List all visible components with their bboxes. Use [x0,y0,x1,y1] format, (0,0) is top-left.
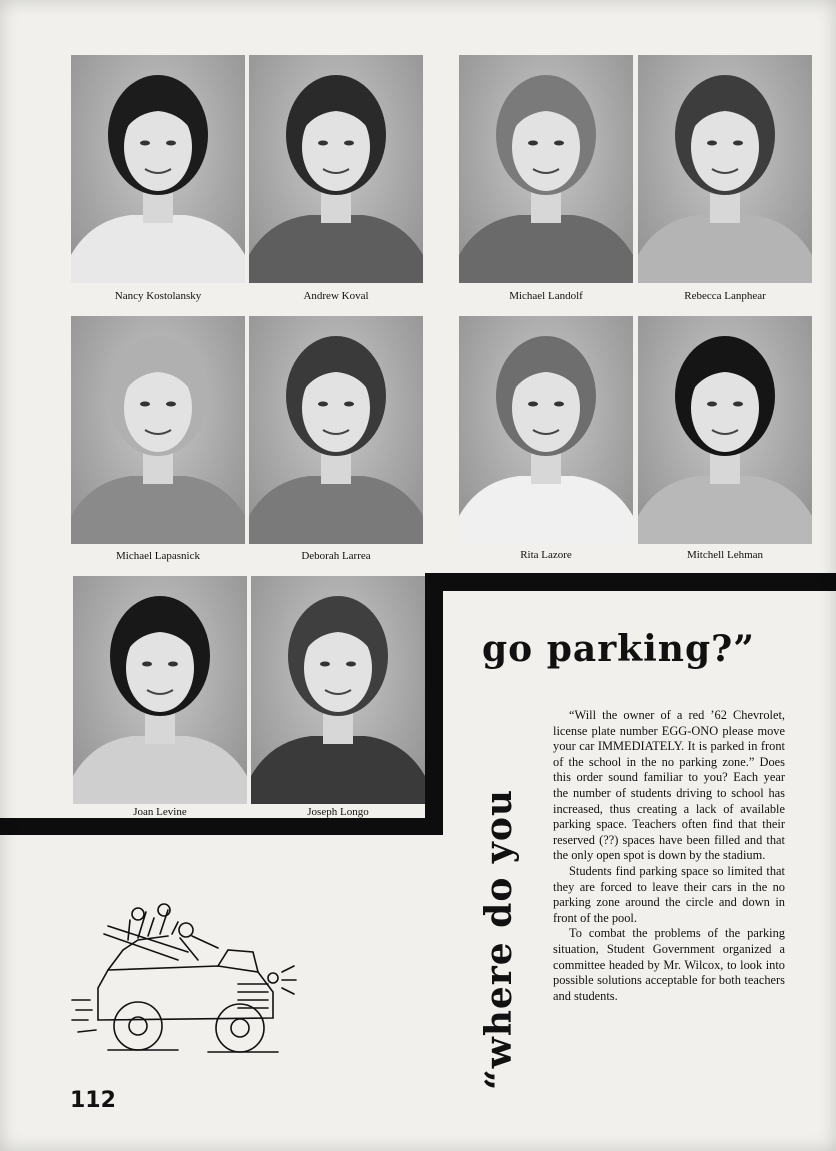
portrait-eye [733,402,743,407]
portrait-clothing [249,476,423,544]
portrait-eye [166,141,176,146]
portrait-silhouette [73,576,247,804]
portrait-photo [459,316,633,544]
article-title-vertical: “where do you [478,789,520,1090]
portrait-silhouette [71,55,245,283]
article-title-horizontal: go parking?” [482,628,755,670]
portrait-eye [528,402,538,407]
portrait-clothing [73,736,247,804]
portrait-eye [554,402,564,407]
portrait-clothing [71,476,245,544]
portrait-eye [166,402,176,407]
portrait-eye [554,141,564,146]
frame-bar-top [425,573,836,591]
portrait-silhouette [249,55,423,283]
portrait-eye [140,141,150,146]
portrait-clothing [638,215,812,283]
portrait-caption: Andrew Koval [303,290,369,302]
portrait-photo [71,55,245,283]
portrait-caption: Mitchell Lehman [686,549,764,561]
portrait-eye [318,402,328,407]
portrait-photo [71,316,245,544]
portrait-silhouette [251,576,425,804]
article-body [553,708,785,1004]
portrait-silhouette [71,316,245,544]
portrait-photo [251,576,425,804]
portrait-eye [707,402,717,407]
portrait-caption: Michael Lapasnick [116,550,200,562]
portrait-photo [249,55,423,283]
portrait-clothing [459,215,633,283]
portrait-clothing [249,215,423,283]
portrait-silhouette [638,55,812,283]
portrait-silhouette [249,316,423,544]
portrait-clothing [251,736,425,804]
portrait-eye [140,402,150,407]
portrait-caption: Deborah Larrea [301,550,371,562]
portrait-caption: Rita Lazore [520,549,572,561]
portrait-clothing [459,476,633,544]
article-paragraph: To combat the problems of the parking situation, Student Government organized a committee headed by Mr. Wilcox, to look into possible solutions acceptable for both teachers and students. [553,926,785,1003]
portrait-photo [459,55,633,283]
portrait-eye [344,141,354,146]
portrait-silhouette [459,55,633,283]
article-paragraph: “Will the owner of a red ’62 Chevrolet, license plate number EGG-ONO please move your car IMMEDIATELY. It is parked in front of the school in the no parking zone.” Does this order sound familiar to you? Each year the number of students driving to school has increased, thus creating a lack of available parking space. Teachers often find that their reserved (??) spaces have been filled and that the only open spot is down by the stadium. [553,708,785,863]
portrait-clothing [71,215,245,283]
portrait-caption: Joseph Longo [307,806,369,818]
portrait-eye [142,662,152,667]
portrait-caption: Michael Landolf [509,290,583,302]
portrait-eye [320,662,330,667]
article-paragraph: Students find parking space so limited that they are forced to leave their cars in the no parking zone around the circle and down in front of the pool. [553,863,785,925]
portrait-silhouette [638,316,812,544]
frame-bar-bottom [0,818,443,835]
portrait-eye [528,141,538,146]
portrait-eye [707,141,717,146]
portrait-photo [638,316,812,544]
portrait-silhouette [459,316,633,544]
portrait-eye [346,662,356,667]
page-number: 112 [70,1088,116,1113]
portrait-eye [344,402,354,407]
portrait-clothing [638,476,812,544]
frame-bar-vertical [425,573,443,835]
portrait-photo [638,55,812,283]
portrait-caption: Joan Levine [133,806,187,818]
portrait-caption: Nancy Kostolansky [114,290,202,302]
portrait-eye [318,141,328,146]
portrait-photo [249,316,423,544]
portrait-caption: Rebecca Lanphear [684,290,766,302]
portrait-photo [73,576,247,804]
jeep-cartoon-illustration [68,900,298,1060]
portrait-eye [733,141,743,146]
portrait-eye [168,662,178,667]
